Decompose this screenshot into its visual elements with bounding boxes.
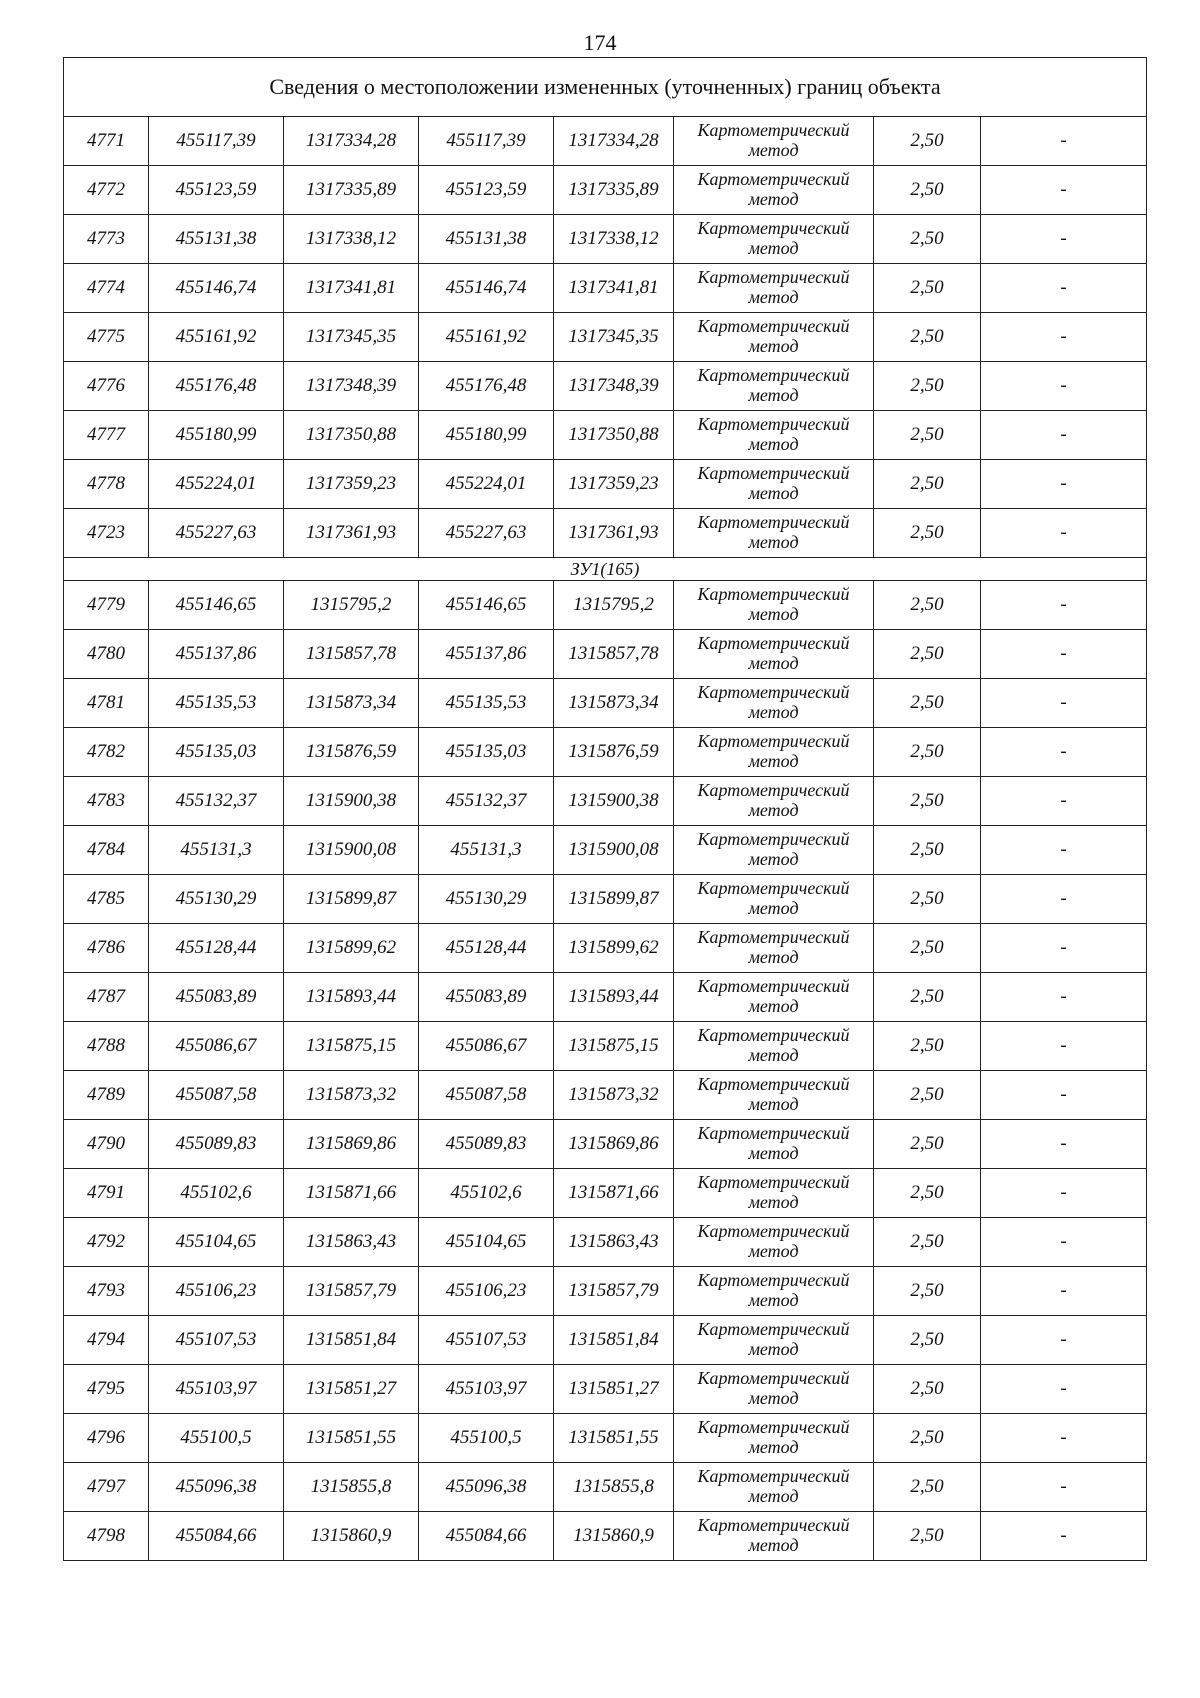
point-number-cell: 4787 [64, 973, 149, 1022]
table-row [64, 215, 1147, 264]
x-new-cell: 455135,03 [419, 728, 554, 777]
point-number-cell: 4771 [64, 117, 149, 166]
method-text: Картометрический метод [697, 120, 850, 160]
method-text: Картометрический метод [697, 218, 850, 258]
accuracy-cell: 2,50 [874, 924, 981, 973]
note-cell: - [981, 875, 1147, 924]
method-cell [674, 924, 874, 973]
accuracy-cell: 2,50 [874, 875, 981, 924]
method-cell [674, 1365, 874, 1414]
method-text: Картометрический метод [697, 584, 850, 624]
x-new-cell: 455161,92 [419, 313, 554, 362]
table-row [64, 1218, 1147, 1267]
x-old-cell: 455128,44 [149, 924, 284, 973]
y-new-cell: 1317334,28 [554, 117, 674, 166]
y-new-cell: 1315873,32 [554, 1071, 674, 1120]
method-cell [674, 1267, 874, 1316]
x-new-cell: 455107,53 [419, 1316, 554, 1365]
method-text: Картометрический метод [697, 1319, 850, 1359]
table-row [64, 1169, 1147, 1218]
method-text: Картометрический метод [697, 976, 850, 1016]
y-old-cell: 1315851,55 [284, 1414, 419, 1463]
y-old-cell: 1317350,88 [284, 411, 419, 460]
accuracy-cell: 2,50 [874, 411, 981, 460]
boundary-table [63, 57, 1147, 1561]
y-old-cell: 1317335,89 [284, 166, 419, 215]
note-cell: - [981, 1218, 1147, 1267]
point-number-cell: 4788 [64, 1022, 149, 1071]
y-old-cell: 1315900,08 [284, 826, 419, 875]
accuracy-cell: 2,50 [874, 460, 981, 509]
accuracy-cell: 2,50 [874, 630, 981, 679]
point-number-cell: 4781 [64, 679, 149, 728]
x-old-cell: 455083,89 [149, 973, 284, 1022]
point-number-cell: 4780 [64, 630, 149, 679]
point-number-cell: 4794 [64, 1316, 149, 1365]
point-number-cell: 4796 [64, 1414, 149, 1463]
accuracy-cell: 2,50 [874, 1071, 981, 1120]
table-row [64, 1463, 1147, 1512]
x-new-cell: 455102,6 [419, 1169, 554, 1218]
note-cell: - [981, 362, 1147, 411]
point-number-cell: 4790 [64, 1120, 149, 1169]
table-row [64, 411, 1147, 460]
note-cell: - [981, 1120, 1147, 1169]
method-text: Картометрический метод [697, 1221, 850, 1261]
y-old-cell: 1315855,8 [284, 1463, 419, 1512]
table-row [64, 1022, 1147, 1071]
page-number: 174 [583, 30, 617, 55]
point-number-cell: 4797 [64, 1463, 149, 1512]
accuracy-cell: 2,50 [874, 777, 981, 826]
y-new-cell: 1315893,44 [554, 973, 674, 1022]
y-new-cell: 1315899,87 [554, 875, 674, 924]
table-row [64, 1120, 1147, 1169]
note-cell: - [981, 1022, 1147, 1071]
note-cell: - [981, 777, 1147, 826]
table-row [64, 1316, 1147, 1365]
accuracy-cell: 2,50 [874, 1169, 981, 1218]
x-old-cell: 455087,58 [149, 1071, 284, 1120]
x-new-cell: 455084,66 [419, 1512, 554, 1561]
table-row [64, 581, 1147, 630]
x-old-cell: 455137,86 [149, 630, 284, 679]
note-cell: - [981, 264, 1147, 313]
x-old-cell: 455084,66 [149, 1512, 284, 1561]
y-new-cell: 1315873,34 [554, 679, 674, 728]
method-text: Картометрический метод [697, 633, 850, 673]
x-old-cell: 455131,3 [149, 826, 284, 875]
y-new-cell: 1315851,84 [554, 1316, 674, 1365]
method-cell [674, 313, 874, 362]
y-new-cell: 1317341,81 [554, 264, 674, 313]
x-old-cell: 455096,38 [149, 1463, 284, 1512]
y-new-cell: 1317350,88 [554, 411, 674, 460]
x-old-cell: 455146,65 [149, 581, 284, 630]
y-old-cell: 1315857,78 [284, 630, 419, 679]
note-cell: - [981, 1414, 1147, 1463]
accuracy-cell: 2,50 [874, 1414, 981, 1463]
table-row [64, 1267, 1147, 1316]
y-old-cell: 1315875,15 [284, 1022, 419, 1071]
x-old-cell: 455227,63 [149, 509, 284, 558]
x-new-cell: 455100,5 [419, 1414, 554, 1463]
y-new-cell: 1315851,27 [554, 1365, 674, 1414]
x-old-cell: 455089,83 [149, 1120, 284, 1169]
x-new-cell: 455176,48 [419, 362, 554, 411]
method-text: Картометрический метод [697, 1172, 850, 1212]
accuracy-cell: 2,50 [874, 1365, 981, 1414]
note-cell: - [981, 215, 1147, 264]
x-old-cell: 455180,99 [149, 411, 284, 460]
method-cell [674, 215, 874, 264]
y-old-cell: 1315871,66 [284, 1169, 419, 1218]
method-cell [674, 728, 874, 777]
method-text: Картометрический метод [697, 878, 850, 918]
method-cell [674, 509, 874, 558]
method-text: Картометрический метод [697, 1074, 850, 1114]
table-row [64, 1365, 1147, 1414]
y-old-cell: 1315851,84 [284, 1316, 419, 1365]
method-text: Картометрический метод [697, 1025, 850, 1065]
y-new-cell: 1315855,8 [554, 1463, 674, 1512]
point-number-cell: 4783 [64, 777, 149, 826]
y-new-cell: 1315795,2 [554, 581, 674, 630]
y-old-cell: 1317348,39 [284, 362, 419, 411]
method-text: Картометрический метод [697, 682, 850, 722]
note-cell: - [981, 924, 1147, 973]
y-new-cell: 1315863,43 [554, 1218, 674, 1267]
method-text: Картометрический метод [697, 365, 850, 405]
x-new-cell: 455103,97 [419, 1365, 554, 1414]
method-cell [674, 1120, 874, 1169]
point-number-cell: 4773 [64, 215, 149, 264]
method-cell [674, 1414, 874, 1463]
method-text: Картометрический метод [697, 1368, 850, 1408]
x-old-cell: 455104,65 [149, 1218, 284, 1267]
accuracy-cell: 2,50 [874, 679, 981, 728]
method-cell [674, 973, 874, 1022]
y-new-cell: 1315857,78 [554, 630, 674, 679]
method-cell [674, 1071, 874, 1120]
y-new-cell: 1315860,9 [554, 1512, 674, 1561]
y-old-cell: 1315863,43 [284, 1218, 419, 1267]
method-cell [674, 1022, 874, 1071]
y-old-cell: 1315860,9 [284, 1512, 419, 1561]
y-old-cell: 1315873,34 [284, 679, 419, 728]
x-new-cell: 455132,37 [419, 777, 554, 826]
method-cell [674, 581, 874, 630]
y-old-cell: 1315893,44 [284, 973, 419, 1022]
x-new-cell: 455128,44 [419, 924, 554, 973]
x-new-cell: 455227,63 [419, 509, 554, 558]
table-row [64, 826, 1147, 875]
x-old-cell: 455161,92 [149, 313, 284, 362]
y-old-cell: 1315869,86 [284, 1120, 419, 1169]
x-old-cell: 455146,74 [149, 264, 284, 313]
note-cell: - [981, 679, 1147, 728]
y-old-cell: 1315857,79 [284, 1267, 419, 1316]
section-label: ЗУ1(165) [64, 558, 1147, 581]
x-new-cell: 455096,38 [419, 1463, 554, 1512]
point-number-cell: 4779 [64, 581, 149, 630]
table-row [64, 460, 1147, 509]
note-cell: - [981, 1512, 1147, 1561]
y-new-cell: 1315875,15 [554, 1022, 674, 1071]
method-cell [674, 1463, 874, 1512]
table-row [64, 117, 1147, 166]
note-cell: - [981, 1267, 1147, 1316]
x-new-cell: 455146,74 [419, 264, 554, 313]
y-old-cell: 1317338,12 [284, 215, 419, 264]
y-old-cell: 1315851,27 [284, 1365, 419, 1414]
accuracy-cell: 2,50 [874, 1267, 981, 1316]
point-number-cell: 4774 [64, 264, 149, 313]
accuracy-cell: 2,50 [874, 1512, 981, 1561]
note-cell: - [981, 460, 1147, 509]
x-old-cell: 455135,03 [149, 728, 284, 777]
y-new-cell: 1317338,12 [554, 215, 674, 264]
table-title-row [64, 58, 1147, 117]
y-new-cell: 1315900,38 [554, 777, 674, 826]
x-new-cell: 455224,01 [419, 460, 554, 509]
table-row [64, 166, 1147, 215]
x-old-cell: 455123,59 [149, 166, 284, 215]
accuracy-cell: 2,50 [874, 362, 981, 411]
y-new-cell: 1317361,93 [554, 509, 674, 558]
x-old-cell: 455132,37 [149, 777, 284, 826]
x-new-cell: 455117,39 [419, 117, 554, 166]
accuracy-cell: 2,50 [874, 826, 981, 875]
note-cell: - [981, 1071, 1147, 1120]
y-new-cell: 1315869,86 [554, 1120, 674, 1169]
accuracy-cell: 2,50 [874, 1218, 981, 1267]
x-new-cell: 455089,83 [419, 1120, 554, 1169]
method-text: Картометрический метод [697, 267, 850, 307]
y-new-cell: 1315899,62 [554, 924, 674, 973]
point-number-cell: 4786 [64, 924, 149, 973]
x-new-cell: 455137,86 [419, 630, 554, 679]
x-old-cell: 455106,23 [149, 1267, 284, 1316]
section-row [64, 558, 1147, 581]
note-cell: - [981, 826, 1147, 875]
x-new-cell: 455180,99 [419, 411, 554, 460]
table-row [64, 1071, 1147, 1120]
x-old-cell: 455130,29 [149, 875, 284, 924]
point-number-cell: 4778 [64, 460, 149, 509]
note-cell: - [981, 117, 1147, 166]
accuracy-cell: 2,50 [874, 728, 981, 777]
note-cell: - [981, 1463, 1147, 1512]
method-cell [674, 875, 874, 924]
point-number-cell: 4792 [64, 1218, 149, 1267]
method-text: Картометрический метод [697, 169, 850, 209]
y-new-cell: 1315876,59 [554, 728, 674, 777]
table-row [64, 313, 1147, 362]
method-cell [674, 1316, 874, 1365]
y-new-cell: 1315871,66 [554, 1169, 674, 1218]
x-new-cell: 455086,67 [419, 1022, 554, 1071]
accuracy-cell: 2,50 [874, 117, 981, 166]
point-number-cell: 4775 [64, 313, 149, 362]
y-old-cell: 1317361,93 [284, 509, 419, 558]
method-cell [674, 166, 874, 215]
point-number-cell: 4777 [64, 411, 149, 460]
method-text: Картометрический метод [697, 829, 850, 869]
note-cell: - [981, 973, 1147, 1022]
note-cell: - [981, 411, 1147, 460]
point-number-cell: 4782 [64, 728, 149, 777]
x-new-cell: 455146,65 [419, 581, 554, 630]
x-old-cell: 455103,97 [149, 1365, 284, 1414]
method-cell [674, 1512, 874, 1561]
accuracy-cell: 2,50 [874, 1316, 981, 1365]
x-new-cell: 455130,29 [419, 875, 554, 924]
accuracy-cell: 2,50 [874, 1120, 981, 1169]
y-new-cell: 1315900,08 [554, 826, 674, 875]
point-number-cell: 4772 [64, 166, 149, 215]
method-cell [674, 679, 874, 728]
table-row [64, 924, 1147, 973]
accuracy-cell: 2,50 [874, 264, 981, 313]
table-row [64, 728, 1147, 777]
note-cell: - [981, 1365, 1147, 1414]
y-new-cell: 1315851,55 [554, 1414, 674, 1463]
y-old-cell: 1317359,23 [284, 460, 419, 509]
x-new-cell: 455135,53 [419, 679, 554, 728]
accuracy-cell: 2,50 [874, 581, 981, 630]
method-text: Картометрический метод [697, 1417, 850, 1457]
x-new-cell: 455106,23 [419, 1267, 554, 1316]
note-cell: - [981, 509, 1147, 558]
method-text: Картометрический метод [697, 1515, 850, 1555]
point-number-cell: 4791 [64, 1169, 149, 1218]
table-row [64, 1414, 1147, 1463]
x-new-cell: 455123,59 [419, 166, 554, 215]
y-old-cell: 1317345,35 [284, 313, 419, 362]
y-new-cell: 1315857,79 [554, 1267, 674, 1316]
note-cell: - [981, 581, 1147, 630]
accuracy-cell: 2,50 [874, 509, 981, 558]
y-old-cell: 1315899,62 [284, 924, 419, 973]
method-cell [674, 1218, 874, 1267]
y-old-cell: 1315873,32 [284, 1071, 419, 1120]
y-old-cell: 1315795,2 [284, 581, 419, 630]
table-row [64, 973, 1147, 1022]
x-old-cell: 455107,53 [149, 1316, 284, 1365]
accuracy-cell: 2,50 [874, 166, 981, 215]
note-cell: - [981, 166, 1147, 215]
accuracy-cell: 2,50 [874, 313, 981, 362]
x-old-cell: 455117,39 [149, 117, 284, 166]
table-row [64, 509, 1147, 558]
y-old-cell: 1315900,38 [284, 777, 419, 826]
method-cell [674, 264, 874, 313]
accuracy-cell: 2,50 [874, 973, 981, 1022]
method-cell [674, 117, 874, 166]
point-number-cell: 4798 [64, 1512, 149, 1561]
point-number-cell: 4789 [64, 1071, 149, 1120]
y-old-cell: 1315876,59 [284, 728, 419, 777]
method-text: Картометрический метод [697, 316, 850, 356]
method-cell [674, 826, 874, 875]
point-number-cell: 4784 [64, 826, 149, 875]
method-cell [674, 411, 874, 460]
point-number-cell: 4776 [64, 362, 149, 411]
x-old-cell: 455131,38 [149, 215, 284, 264]
method-text: Картометрический метод [697, 731, 850, 771]
x-old-cell: 455100,5 [149, 1414, 284, 1463]
x-new-cell: 455104,65 [419, 1218, 554, 1267]
method-text: Картометрический метод [697, 780, 850, 820]
x-old-cell: 455086,67 [149, 1022, 284, 1071]
method-text: Картометрический метод [697, 1270, 850, 1310]
x-old-cell: 455224,01 [149, 460, 284, 509]
accuracy-cell: 2,50 [874, 1463, 981, 1512]
method-text: Картометрический метод [697, 463, 850, 503]
table-row [64, 875, 1147, 924]
x-new-cell: 455131,3 [419, 826, 554, 875]
y-old-cell: 1317334,28 [284, 117, 419, 166]
table-row [64, 777, 1147, 826]
table-title: Сведения о местоположении измененных (уточненных) границ объекта [64, 58, 1147, 117]
method-cell [674, 1169, 874, 1218]
table-row [64, 630, 1147, 679]
note-cell: - [981, 1169, 1147, 1218]
method-text: Картометрический метод [697, 512, 850, 552]
method-text: Картометрический метод [697, 414, 850, 454]
method-text: Картометрический метод [697, 1123, 850, 1163]
y-new-cell: 1317348,39 [554, 362, 674, 411]
accuracy-cell: 2,50 [874, 215, 981, 264]
table-row [64, 679, 1147, 728]
x-old-cell: 455135,53 [149, 679, 284, 728]
method-cell [674, 630, 874, 679]
point-number-cell: 4723 [64, 509, 149, 558]
method-cell [674, 362, 874, 411]
note-cell: - [981, 313, 1147, 362]
point-number-cell: 4785 [64, 875, 149, 924]
x-old-cell: 455176,48 [149, 362, 284, 411]
x-new-cell: 455083,89 [419, 973, 554, 1022]
note-cell: - [981, 1316, 1147, 1365]
y-old-cell: 1315899,87 [284, 875, 419, 924]
point-number-cell: 4795 [64, 1365, 149, 1414]
accuracy-cell: 2,50 [874, 1022, 981, 1071]
note-cell: - [981, 630, 1147, 679]
x-new-cell: 455087,58 [419, 1071, 554, 1120]
note-cell: - [981, 728, 1147, 777]
method-cell [674, 777, 874, 826]
table-row [64, 264, 1147, 313]
y-old-cell: 1317341,81 [284, 264, 419, 313]
x-new-cell: 455131,38 [419, 215, 554, 264]
x-old-cell: 455102,6 [149, 1169, 284, 1218]
y-new-cell: 1317359,23 [554, 460, 674, 509]
method-text: Картометрический метод [697, 1466, 850, 1506]
y-new-cell: 1317335,89 [554, 166, 674, 215]
table-row [64, 1512, 1147, 1561]
y-new-cell: 1317345,35 [554, 313, 674, 362]
point-number-cell: 4793 [64, 1267, 149, 1316]
method-cell [674, 460, 874, 509]
table-row [64, 362, 1147, 411]
method-text: Картометрический метод [697, 927, 850, 967]
